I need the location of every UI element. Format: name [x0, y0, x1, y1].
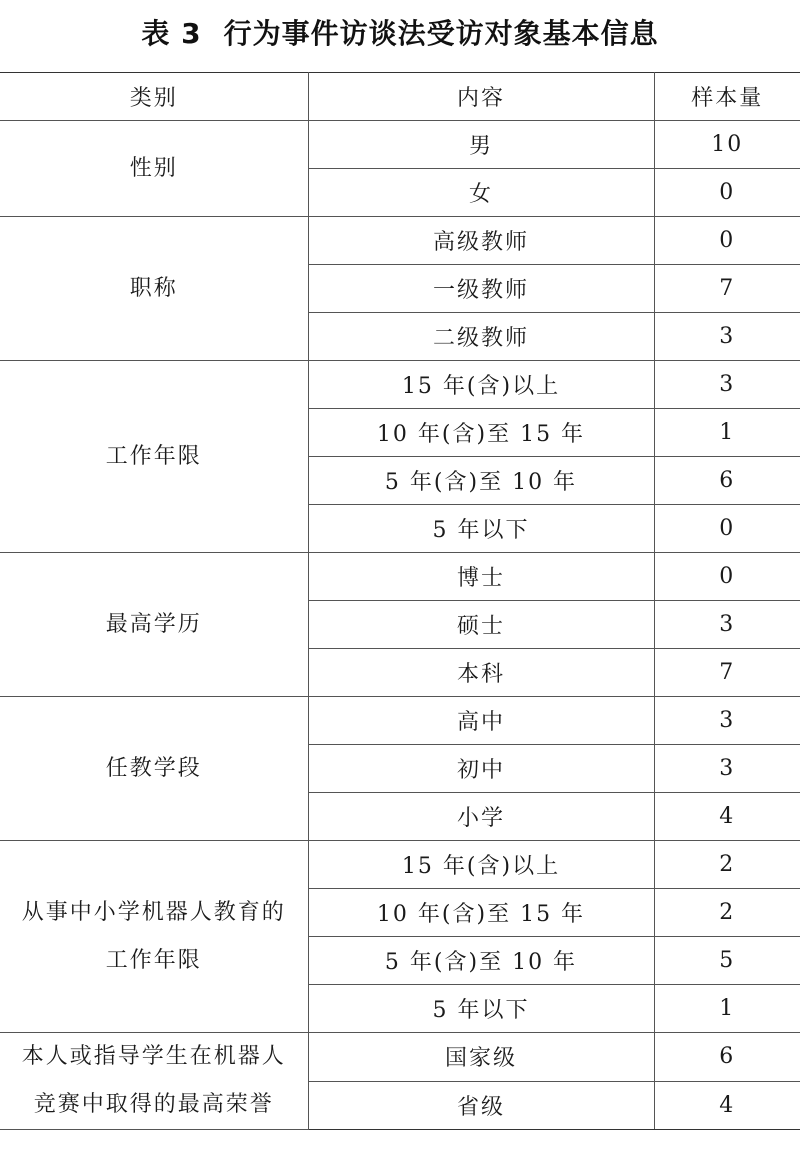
content-cell: 二级教师	[308, 313, 654, 361]
sample-size-cell: 1	[654, 985, 800, 1033]
table-row	[0, 1033, 800, 1082]
content-cell: 5 年以下	[308, 505, 654, 553]
header-sample-size: 样本量	[654, 73, 800, 121]
header-row	[0, 73, 800, 121]
sample-size-cell: 0	[654, 217, 800, 265]
sample-size-cell: 3	[654, 745, 800, 793]
content-cell: 一级教师	[308, 265, 654, 313]
table-row	[0, 121, 800, 169]
content-cell: 高级教师	[308, 217, 654, 265]
content-cell: 国家级	[308, 1033, 654, 1082]
content-cell: 5 年(含)至 10 年	[308, 937, 654, 985]
table-row	[0, 553, 800, 601]
table-row	[0, 361, 800, 409]
category-label: 竞赛中取得的最高荣誉	[33, 1092, 274, 1117]
content-cell: 高中	[308, 697, 654, 745]
content-cell: 10 年(含)至 15 年	[308, 409, 654, 457]
table-body	[0, 121, 800, 1130]
category-label: 工作年限	[105, 947, 202, 973]
sample-size-cell: 4	[654, 1081, 800, 1130]
content-cell: 男	[308, 121, 654, 169]
sample-size-cell: 3	[654, 697, 800, 745]
sample-size-cell: 4	[654, 793, 800, 841]
content-cell: 15 年(含)以上	[308, 361, 654, 409]
category-cell	[0, 217, 308, 361]
category-cell	[0, 1033, 308, 1130]
table-caption: 行为事件访谈法受访对象基本信息	[223, 17, 659, 50]
table-row	[0, 217, 800, 265]
content-cell: 女	[308, 169, 654, 217]
header-category: 类别	[0, 73, 308, 121]
sample-size-cell: 7	[654, 649, 800, 697]
sample-size-cell: 3	[654, 313, 800, 361]
sample-size-cell: 6	[654, 457, 800, 505]
category-label: 性别	[129, 155, 178, 181]
header-content: 内容	[308, 73, 654, 121]
sample-size-cell: 3	[654, 601, 800, 649]
sample-size-cell: 0	[654, 553, 800, 601]
sample-size-cell: 10	[654, 121, 800, 169]
category-label: 职称	[129, 275, 178, 301]
content-cell: 博士	[308, 553, 654, 601]
content-cell: 初中	[308, 745, 654, 793]
table-row	[0, 697, 800, 745]
category-cell	[0, 697, 308, 841]
category-label: 任教学段	[105, 755, 202, 781]
sample-size-cell: 3	[654, 361, 800, 409]
content-cell: 10 年(含)至 15 年	[308, 889, 654, 937]
sample-size-cell: 0	[654, 169, 800, 217]
category-cell	[0, 121, 308, 217]
sample-size-cell: 5	[654, 937, 800, 985]
content-cell: 本科	[308, 649, 654, 697]
sample-size-cell: 0	[654, 505, 800, 553]
content-cell: 5 年以下	[308, 985, 654, 1033]
content-cell: 省级	[308, 1081, 654, 1130]
category-cell	[0, 361, 308, 553]
table-row	[0, 841, 800, 889]
sample-size-cell: 2	[654, 889, 800, 937]
interviewee-info-table	[0, 72, 800, 1130]
sample-size-cell: 1	[654, 409, 800, 457]
table-number: 表 3	[141, 17, 202, 50]
category-cell	[0, 841, 308, 1033]
table-title	[0, 14, 800, 54]
sample-size-cell: 7	[654, 265, 800, 313]
category-label: 从事中小学机器人教育的	[21, 899, 286, 925]
category-label: 最高学历	[105, 611, 202, 637]
content-cell: 5 年(含)至 10 年	[308, 457, 654, 505]
category-cell	[0, 553, 308, 697]
content-cell: 15 年(含)以上	[308, 841, 654, 889]
sample-size-cell: 6	[654, 1033, 800, 1082]
content-cell: 小学	[308, 793, 654, 841]
content-cell: 硕士	[308, 601, 654, 649]
category-label: 工作年限	[105, 443, 202, 469]
sample-size-cell: 2	[654, 841, 800, 889]
category-label: 本人或指导学生在机器人	[21, 1044, 286, 1069]
